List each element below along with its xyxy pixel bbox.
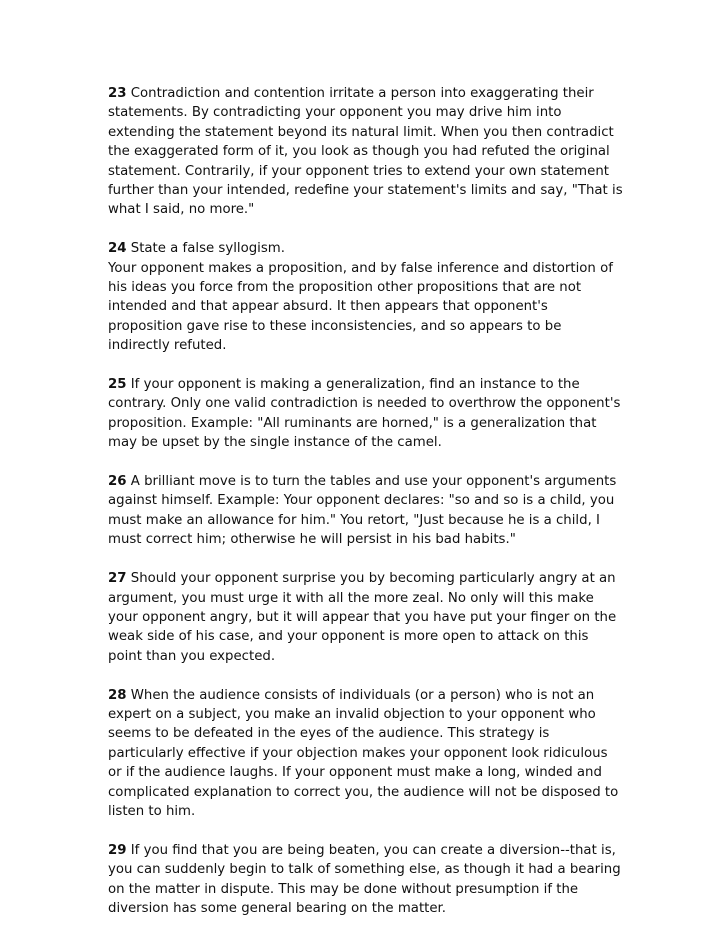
paragraph-number: 25 <box>108 377 127 393</box>
paragraph-number: 29 <box>108 842 127 858</box>
paragraph-text: If your opponent is making a generalization, find an instance to the contrary. Only one valid contradiction is needed to overthrow the opponent's proposition. Example: "All ruminants are horned," is a generalization that may be upset by the single instance of the camel. <box>108 377 621 451</box>
paragraph-heading-text: State a false syllogism. <box>130 241 285 257</box>
paragraph-29 <box>108 841 624 919</box>
paragraph-text: When the audience consists of individuals (or a person) who is not an expert on a subject, you make an invalid objection to your opponent who seems to be defeated in the eyes of the audience. This strategy is particularly effective if your objection makes your opponent look ridiculous or if the audience laughs. If your opponent must make a long, winded and complicated explanation to correct you, the audience will not be disposed to listen to him. <box>108 687 619 819</box>
paragraph-text: Should your opponent surprise you by becoming particularly angry at an argument, you must urge it with all the more zeal. No only will this make your opponent angry, but it will appear that you have put your finger on the weak side of his case, and your opponent is more open to attack on this point than you expected. <box>108 571 617 664</box>
paragraph-number: 24 <box>108 241 127 257</box>
paragraph-23 <box>108 84 624 220</box>
paragraph-text: Contradiction and contention irritate a person into exaggerating their statements. By contradicting your opponent you may drive him into extending the statement beyond its natural limit. When you then contradict the exaggerated form of it, you look as though you had refuted the original statement. Contrarily, if your opponent tries to extend your own statement further than your intended, redefine your statement's limits and say, "That is what I said, no more." <box>108 86 623 218</box>
paragraph-number: 26 <box>108 474 127 490</box>
paragraph-number: 23 <box>108 86 127 101</box>
paragraph-25 <box>108 375 624 453</box>
paragraph-27 <box>108 569 624 666</box>
paragraph-26 <box>108 472 624 550</box>
paragraph-number: 27 <box>108 571 127 587</box>
paragraph-24 <box>108 239 624 355</box>
paragraph-28 <box>108 686 624 822</box>
paragraph-text: Your opponent makes a proposition, and by false inference and distortion of his ideas you force from the proposition other propositions that are not intended and that appear absurd. It then appears that opponent's proposition gave rise to these inconsistencies, and so appears to be indirectly refuted. <box>108 260 613 354</box>
paragraph-text: A brilliant move is to turn the tables and use your opponent's arguments against himself. Example: Your opponent declares: "so and so is a child, you must make an allowance for him." You retort, "Just because he is a child, I must correct him; otherwise he will persist in his bad habits." <box>108 474 617 548</box>
document-page <box>108 84 624 938</box>
paragraph-text: If you find that you are being beaten, you can create a diversion--that is, you can suddenly begin to talk of something else, as though it had a bearing on the matter in dispute. This may be done without presumption if the diversion has some general bearing on the matter. <box>108 842 621 916</box>
paragraph-number: 28 <box>108 687 127 703</box>
